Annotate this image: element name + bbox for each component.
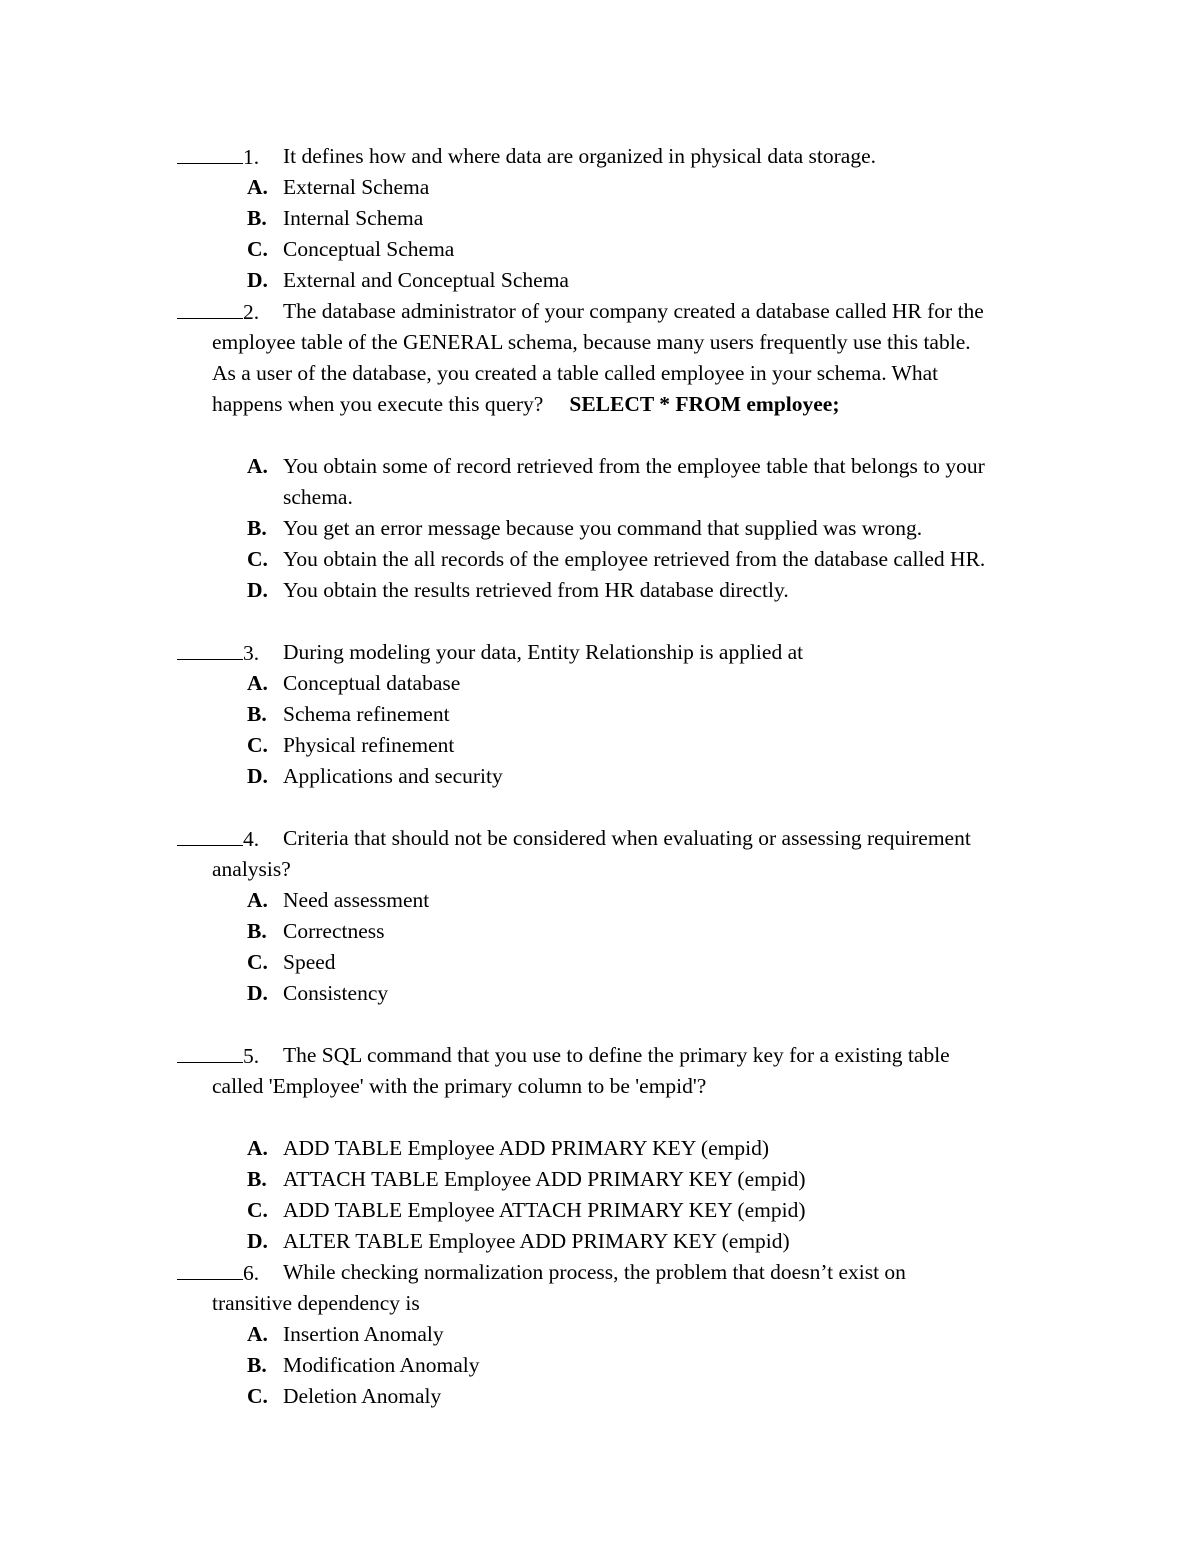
question-6-text: transitive dependency is — [212, 1291, 420, 1315]
question-2-text: The database administrator of your company created a database called HR for the — [283, 299, 984, 323]
option-letter: D. — [247, 981, 268, 1005]
question-6-stem — [177, 1257, 259, 1288]
question-6-text: While checking normalization process, the problem that doesn’t exist on — [283, 1260, 906, 1284]
option-letter: C. — [247, 1198, 268, 1222]
answer-blank — [177, 823, 243, 846]
option-letter: B. — [247, 516, 267, 540]
answer-blank — [177, 1257, 243, 1280]
option-letter: D. — [247, 1229, 268, 1253]
option-text: You obtain some of record retrieved from the employee table that belongs to your — [283, 454, 985, 478]
option-letter: A. — [247, 671, 268, 695]
option-text: ADD TABLE Employee ADD PRIMARY KEY (empid) — [283, 1136, 769, 1160]
question-5-text: The SQL command that you use to define the primary key for a existing table — [283, 1043, 950, 1067]
question-2-text: employee table of the GENERAL schema, because many users frequently use this table. — [212, 330, 971, 354]
question-number: 1. — [243, 145, 260, 169]
question-5-text: called 'Employee' with the primary column to be 'empid'? — [212, 1074, 707, 1098]
option-letter: A. — [247, 888, 268, 912]
option-letter: B. — [247, 919, 267, 943]
option-letter: A. — [247, 1136, 268, 1160]
option-letter: C. — [247, 547, 268, 571]
option-text: Correctness — [283, 919, 385, 943]
option-text: Insertion Anomaly — [283, 1322, 444, 1346]
option-letter: A. — [247, 1322, 268, 1346]
option-text: Need assessment — [283, 888, 430, 912]
option-letter: B. — [247, 702, 267, 726]
question-1-text: It defines how and where data are organized in physical data storage. — [283, 144, 877, 168]
answer-blank — [177, 296, 243, 319]
option-text: ATTACH TABLE Employee ADD PRIMARY KEY (empid) — [283, 1167, 806, 1191]
option-text: Conceptual Schema — [283, 237, 455, 261]
option-text: Physical refinement — [283, 733, 455, 757]
question-5-stem — [177, 1040, 259, 1071]
option-letter: B. — [247, 206, 267, 230]
option-text: External Schema — [283, 175, 430, 199]
question-2-text: As a user of the database, you created a table called employee in your schema. What — [212, 361, 939, 385]
sql-query: SELECT * FROM employee; — [569, 392, 840, 416]
option-text: You get an error message because you command that supplied was wrong. — [283, 516, 923, 540]
option-text: Internal Schema — [283, 206, 424, 230]
option-text: Speed — [283, 950, 336, 974]
option-text: You obtain the results retrieved from HR database directly. — [283, 578, 789, 602]
question-2-text — [212, 389, 840, 420]
option-text: External and Conceptual Schema — [283, 268, 569, 292]
question-1-stem — [177, 141, 259, 172]
option-letter: D. — [247, 268, 268, 292]
question-number: 6. — [243, 1261, 260, 1285]
option-text: You obtain the all records of the employee retrieved from the database called HR. — [283, 547, 986, 571]
option-text: Applications and security — [283, 764, 503, 788]
option-letter: B. — [247, 1167, 267, 1191]
option-text: Deletion Anomaly — [283, 1384, 442, 1408]
option-letter: C. — [247, 950, 268, 974]
answer-blank — [177, 637, 243, 660]
question-4-stem — [177, 823, 259, 854]
question-4-text: Criteria that should not be considered when evaluating or assessing requirement — [283, 826, 971, 850]
option-text: ALTER TABLE Employee ADD PRIMARY KEY (empid) — [283, 1229, 790, 1253]
option-letter: C. — [247, 237, 268, 261]
question-number: 4. — [243, 827, 260, 851]
question-2-text-tail: happens when you execute this query? — [212, 392, 544, 416]
question-3-text: During modeling your data, Entity Relationship is applied at — [283, 640, 804, 664]
answer-blank — [177, 1040, 243, 1063]
question-number: 5. — [243, 1044, 260, 1068]
option-text: Conceptual database — [283, 671, 461, 695]
option-text: ADD TABLE Employee ATTACH PRIMARY KEY (empid) — [283, 1198, 806, 1222]
question-3-stem — [177, 637, 259, 668]
option-letter: B. — [247, 1353, 267, 1377]
question-2-stem — [177, 296, 259, 327]
question-number: 3. — [243, 641, 260, 665]
question-number: 2. — [243, 300, 260, 324]
option-text: Schema refinement — [283, 702, 450, 726]
option-text: Modification Anomaly — [283, 1353, 480, 1377]
option-letter: C. — [247, 1384, 268, 1408]
option-text: Consistency — [283, 981, 389, 1005]
answer-blank — [177, 141, 243, 164]
option-letter: C. — [247, 733, 268, 757]
option-letter: A. — [247, 454, 268, 478]
question-4-text: analysis? — [212, 857, 291, 881]
option-letter: D. — [247, 578, 268, 602]
option-letter: D. — [247, 764, 268, 788]
option-text-continued: schema. — [283, 485, 353, 509]
option-letter: A. — [247, 175, 268, 199]
